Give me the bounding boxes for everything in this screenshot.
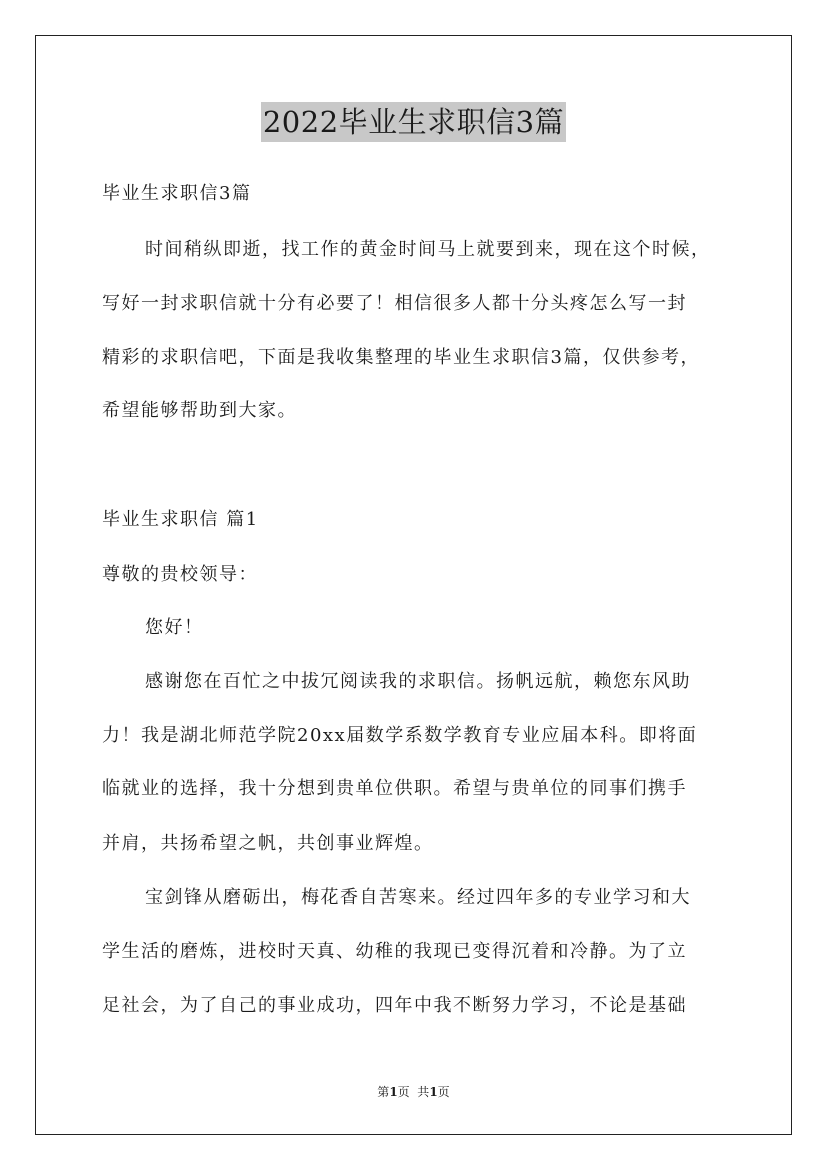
current-page-number: 1 [389, 1085, 398, 1099]
page-suffix: 页 [437, 1085, 450, 1099]
intro-line-1: 时间稍纵即逝，找工作的黄金时间马上就要到来，现在这个时候， [145, 239, 711, 260]
intro-line-2: 写好一封求职信就十分有必要了！相信很多人都十分头疼怎么写一封 [102, 293, 687, 314]
greeting: 您好！ [145, 617, 204, 638]
paragraph1-line-1: 感谢您在百忙之中拔冗阅读我的求职信。扬帆远航，赖您东风助 [145, 671, 691, 692]
paragraph2-line-3: 足社会，为了自己的事业成功，四年中我不断努力学习，不论是基础 [102, 995, 687, 1016]
page-prefix: 第 [377, 1085, 390, 1099]
salutation: 尊敬的贵校领导： [102, 564, 258, 585]
page-mid-text: 页 共 [397, 1085, 430, 1099]
paragraph2-line-1: 宝剑锋从磨砺出，梅花香自苦寒来。经过四年多的专业学习和大 [145, 887, 691, 908]
page-footer [0, 1084, 827, 1100]
section-heading: 毕业生求职信 篇1 [102, 509, 259, 530]
intro-line-4: 希望能够帮助到大家。 [102, 400, 297, 421]
paragraph1-line-2: 力！我是湖北师范学院20xx届数学系数学教育专业应届本科。即将面 [102, 725, 698, 746]
intro-line-3: 精彩的求职信吧，下面是我收集整理的毕业生求职信3篇，仅供参考， [102, 347, 700, 368]
paragraph2-line-2: 学生活的磨炼，进校时天真、幼稚的我现已变得沉着和冷静。为了立 [102, 941, 687, 962]
total-page-number: 1 [429, 1085, 438, 1099]
paragraph1-line-3: 临就业的选择，我十分想到贵单位供职。希望与贵单位的同事们携手 [102, 778, 687, 799]
document-title: 2022毕业生求职信3篇 [261, 102, 566, 142]
title-container [0, 102, 827, 142]
document-subtitle: 毕业生求职信3篇 [102, 183, 252, 204]
paragraph1-line-4: 并肩，共扬希望之帆，共创事业辉煌。 [102, 833, 434, 854]
